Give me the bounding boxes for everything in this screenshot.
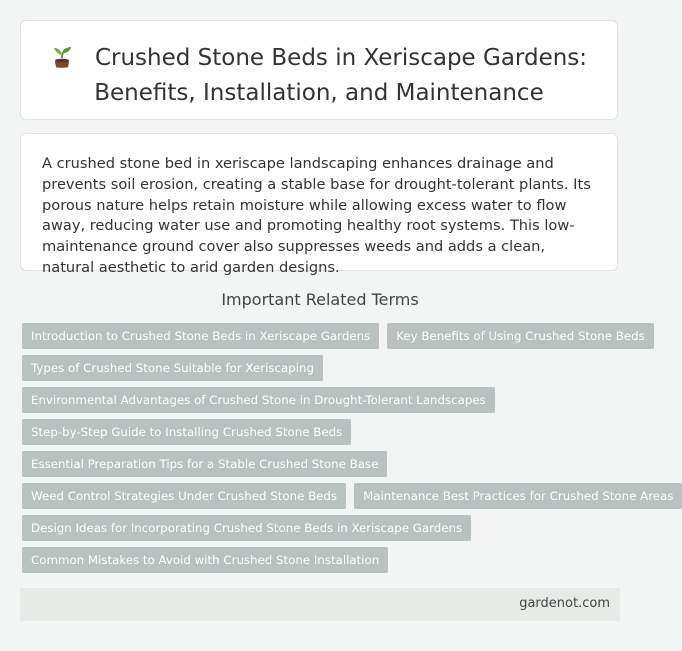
related-term-tag[interactable]: Design Ideas for Incorporating Crushed Stone Beds in Xeriscape Gardens [22, 515, 471, 541]
sprout-icon [51, 45, 73, 78]
related-term-tag[interactable]: Step-by-Step Guide to Installing Crushed Stone Beds [22, 419, 351, 445]
footer [20, 588, 620, 621]
related-terms-list [22, 323, 674, 579]
related-term-tag[interactable]: Maintenance Best Practices for Crushed Stone Areas [354, 483, 682, 509]
related-term-tag[interactable]: Introduction to Crushed Stone Beds in Xeriscape Gardens [22, 323, 379, 349]
related-term-tag[interactable]: Environmental Advantages of Crushed Stone in Drought-Tolerant Landscapes [22, 387, 495, 413]
site-link[interactable]: gardenot.com [519, 596, 610, 611]
related-term-tag[interactable]: Essential Preparation Tips for a Stable Crushed Stone Base [22, 451, 387, 477]
summary-text: A crushed stone bed in xeriscape landscaping enhances drainage and prevents soil erosion, creating a stable base for drought-tolerant plants. Its porous nature helps retain moisture while allowing excess water to flow away, reducing water use and promoting healthy root systems. This low-maintenance ground cover also suppresses weeds and adds a clean, natural aesthetic to arid garden designs. [42, 155, 591, 276]
title-line-1: Crushed Stone Beds in Xeriscape Gardens: [94, 45, 588, 71]
related-term-tag[interactable]: Common Mistakes to Avoid with Crushed Stone Installation [22, 547, 388, 573]
related-term-tag[interactable]: Weed Control Strategies Under Crushed Stone Beds [22, 483, 346, 509]
related-term-tag[interactable]: Types of Crushed Stone Suitable for Xeriscaping [22, 355, 323, 381]
related-term-tag[interactable]: Key Benefits of Using Crushed Stone Beds [387, 323, 654, 349]
title-line-2: Benefits, Installation, and Maintenance [94, 80, 544, 106]
related-terms-heading: Important Related Terms [221, 290, 419, 309]
summary-card [20, 133, 618, 276]
title-card [20, 20, 618, 120]
page-title [21, 43, 617, 109]
